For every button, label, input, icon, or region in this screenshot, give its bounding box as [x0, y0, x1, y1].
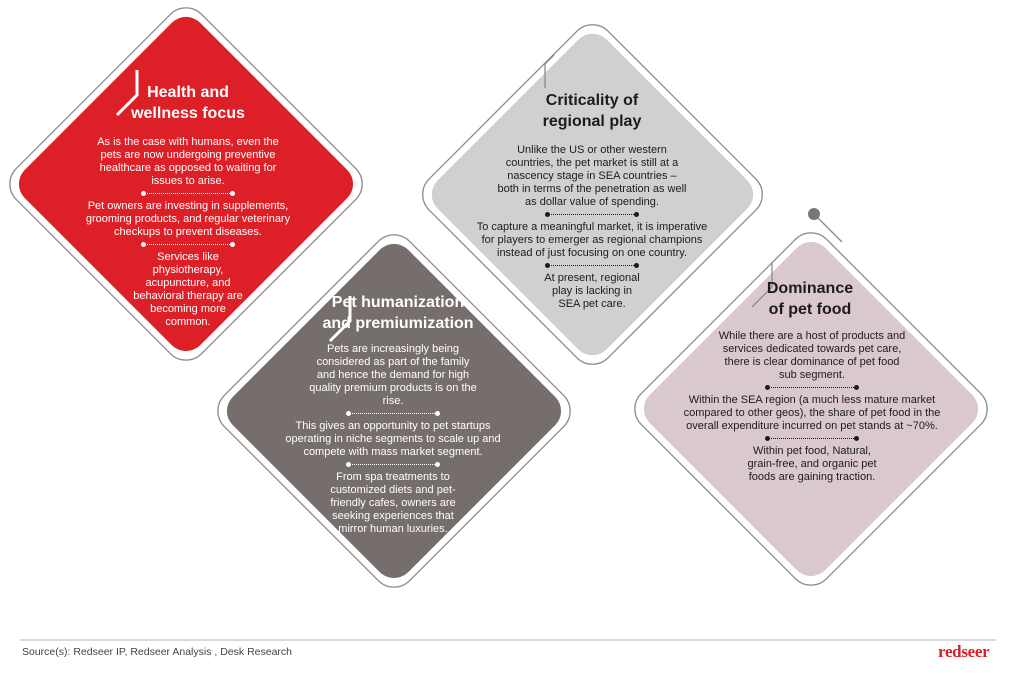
source-note: Source(s): Redseer IP, Redseer Analysis , Desk Research — [22, 646, 293, 658]
humanization-title: Pet humanization and premiumization — [322, 294, 474, 332]
regional-point: At present, regional play is lacking in SEA pet care. — [544, 272, 640, 310]
regional-points — [472, 144, 712, 311]
health-points — [82, 136, 294, 329]
humanization-point: This gives an opportunity to pet startups operating in niche segments to scale up and compete with mass market segment. — [285, 420, 501, 458]
separator — [349, 413, 437, 414]
health-point: As is the case with humans, even the pets are now undergoing preventive healthcare as opposed to waiting for issues to arise. — [97, 136, 279, 187]
connector-dot — [808, 208, 820, 220]
regional-point: To capture a meaningful market, it is imperative for players to emerger as regional champions instead of just focusing on one country. — [476, 221, 708, 259]
petfood-title: Dominance of pet food — [766, 280, 854, 318]
separator — [349, 464, 437, 465]
petfood-point: Within the SEA region (a much less mature market compared to other geos), the share of pet food in the overall expenditure incurred on pet stands at ~70%. — [683, 394, 941, 432]
regional-block — [522, 90, 662, 132]
separator — [768, 387, 856, 388]
petfood-block — [740, 278, 880, 320]
humanization-point: Pets are increasingly being considered as part of the family and hence the demand for high quality premium products is on the rise. — [309, 343, 477, 407]
separator — [144, 193, 232, 194]
petfood-point: Within pet food, Natural, grain-free, and organic pet foods are gaining traction. — [747, 445, 877, 483]
humanization-block — [318, 292, 478, 334]
regional-point: Unlike the US or other western countries, the pet market is still at a nascency stage in SEA countries – both in terms of the penetration as well as dollar value of spending. — [497, 144, 687, 208]
petfood-points — [670, 330, 954, 484]
health-title: Health and wellness focus — [131, 84, 245, 122]
humanization-points — [272, 343, 514, 536]
brand-logo: redseer — [938, 642, 990, 661]
separator — [144, 244, 232, 245]
health-block — [103, 82, 273, 124]
health-point: Services like physiotherapy, acupuncture, and behavioral therapy are becoming more common. — [133, 251, 243, 328]
petfood-point: While there are a host of products and services dedicated towards pet care, there is clear dominance of pet food sub segment. — [718, 330, 906, 381]
humanization-point: From spa treatments to customized diets and pet-friendly cafes, owners are seeking experiences that mirror human luxuries. — [330, 471, 456, 535]
separator — [548, 214, 636, 215]
health-point: Pet owners are investing in supplements, grooming products, and regular veterinary checkups to prevent diseases. — [85, 200, 291, 238]
regional-title: Criticality of regional play — [542, 92, 642, 130]
separator — [768, 438, 856, 439]
separator — [548, 265, 636, 266]
